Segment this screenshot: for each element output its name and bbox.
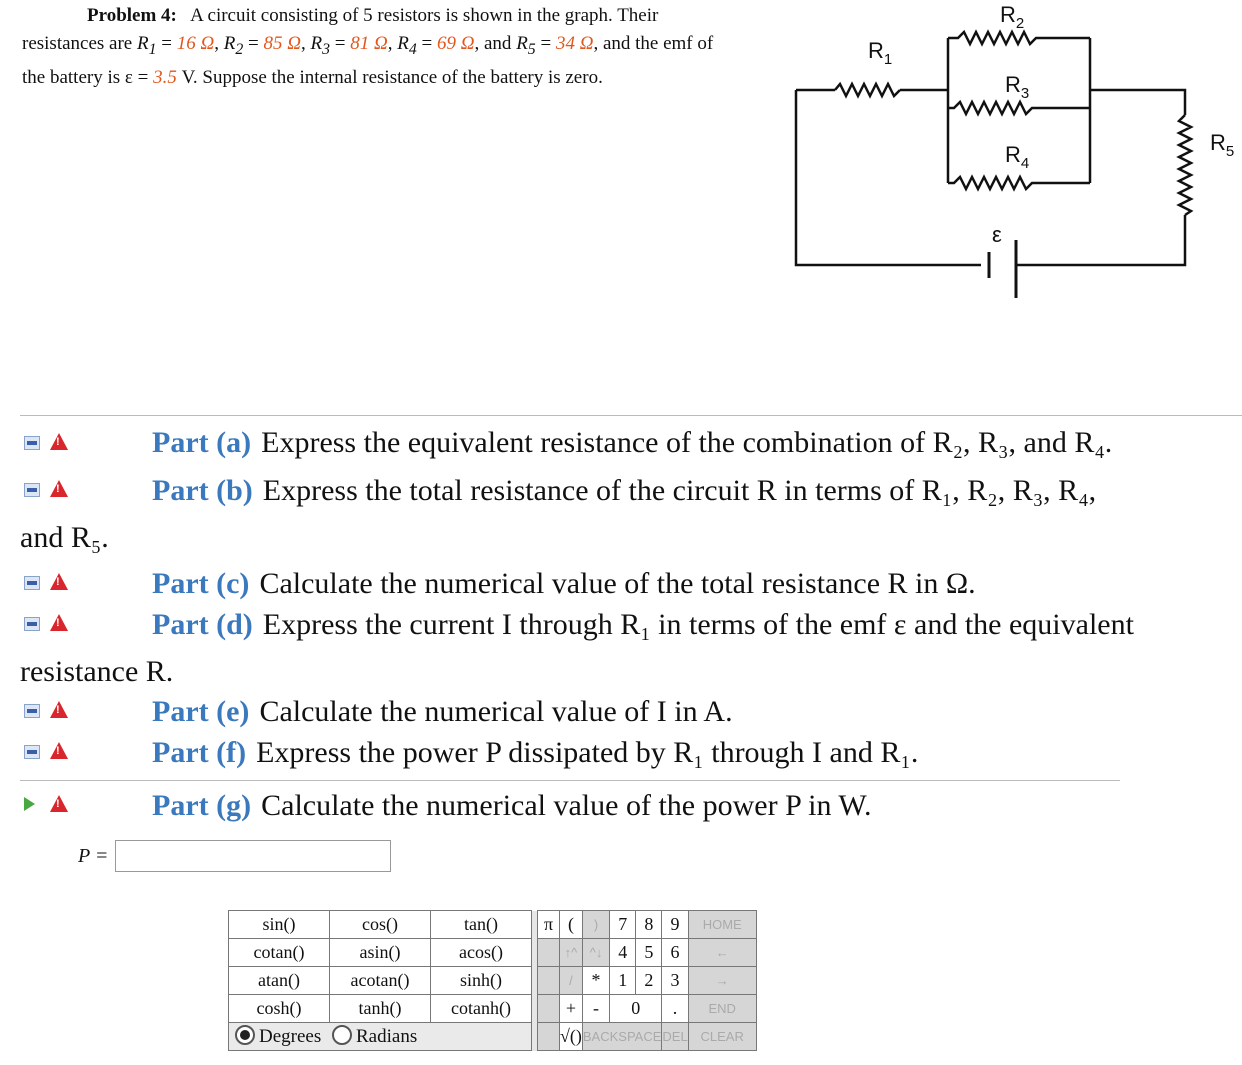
- key-cursor-left: ←: [688, 939, 756, 967]
- answer-input[interactable]: [115, 840, 391, 872]
- radians-label: Radians: [356, 1026, 418, 1047]
- minimize-icon[interactable]: [24, 483, 40, 497]
- part-f-status[interactable]: [24, 742, 74, 764]
- part-g-status[interactable]: [24, 795, 74, 817]
- wire-bottom-right: [1017, 215, 1185, 265]
- r1-value: 16 Ω: [176, 33, 215, 54]
- wire-left: [796, 90, 981, 265]
- key-9[interactable]: 9: [662, 911, 688, 939]
- key-up: ↑^: [560, 939, 583, 967]
- part-label: Part (c): [152, 567, 250, 600]
- key-atan[interactable]: atan(): [229, 967, 330, 995]
- key-del: DEL: [662, 1023, 688, 1051]
- r4-label: $R_4$: [1005, 142, 1030, 172]
- key-minus[interactable]: -: [582, 995, 609, 1023]
- calculator-keypad: [228, 910, 757, 1051]
- r2-label: $R_2$: [1000, 2, 1025, 32]
- answer-label: P =: [78, 845, 109, 867]
- part-e[interactable]: [152, 694, 733, 730]
- key-right-paren: ): [582, 911, 609, 939]
- part-text: Express the equivalent resistance of the combination of R₂, R₃, and R₄.: [261, 426, 1113, 459]
- minimize-icon[interactable]: [24, 704, 40, 718]
- key-5[interactable]: 5: [636, 939, 662, 967]
- key-dot[interactable]: .: [662, 995, 688, 1023]
- warning-icon: [50, 701, 68, 718]
- warning-icon: [50, 795, 68, 812]
- key-divide: /: [560, 967, 583, 995]
- part-label: Part (d): [152, 608, 253, 641]
- section-divider: [20, 415, 1242, 416]
- part-label: Part (f): [152, 736, 247, 769]
- minimize-icon[interactable]: [24, 576, 40, 590]
- emf-symbol: ε: [992, 222, 1002, 247]
- warning-icon: [50, 480, 68, 497]
- key-4[interactable]: 4: [610, 939, 636, 967]
- problem-tail: Suppose the internal resistance of the battery is zero.: [202, 66, 603, 88]
- part-c-status[interactable]: [24, 573, 74, 595]
- r5-value: 34 Ω: [555, 33, 594, 54]
- part-a-status[interactable]: [24, 433, 74, 455]
- wire-top-right: [1090, 90, 1185, 115]
- part-e-status[interactable]: [24, 701, 74, 723]
- resistor-r5: [1179, 115, 1191, 215]
- part-text: Calculate the numerical value of the total resistance R in Ω.: [259, 567, 976, 600]
- key-cursor-right: →: [688, 967, 756, 995]
- part-a[interactable]: [152, 425, 1112, 461]
- part-label: Part (a): [152, 426, 252, 459]
- part-text: Calculate the numerical value of the power P in W.: [261, 789, 872, 822]
- emf-unit: V.: [181, 66, 198, 88]
- emf-value: 3.5: [153, 66, 177, 88]
- key-3[interactable]: 3: [662, 967, 688, 995]
- part-b-status[interactable]: [24, 480, 74, 502]
- part-b[interactable]: [152, 473, 1096, 509]
- warning-icon: [50, 573, 68, 590]
- key-backspace: BACKSPACE: [582, 1023, 662, 1051]
- key-clear: CLEAR: [688, 1023, 756, 1051]
- problem-intro: A circuit consisting of 5 resistors is shown in the graph. Their: [190, 5, 659, 26]
- key-0[interactable]: 0: [610, 995, 662, 1023]
- key-8[interactable]: 8: [636, 911, 662, 939]
- key-cotanh[interactable]: cotanh(): [431, 995, 532, 1023]
- resistor-r2: [948, 32, 1090, 44]
- minimize-icon[interactable]: [24, 617, 40, 631]
- problem-label: Problem 4:: [87, 5, 177, 26]
- key-sinh[interactable]: sinh(): [431, 967, 532, 995]
- key-down: ^↓: [582, 939, 609, 967]
- key-7[interactable]: 7: [610, 911, 636, 939]
- battery-text: the battery is ε =: [22, 66, 149, 88]
- minimize-icon[interactable]: [24, 436, 40, 450]
- key-pi[interactable]: π: [538, 911, 560, 939]
- part-d-continued: resistance R.: [20, 655, 174, 688]
- part-c[interactable]: [152, 566, 976, 602]
- warning-icon: [50, 742, 68, 759]
- key-2[interactable]: 2: [636, 967, 662, 995]
- resist-prefix: resistances are: [22, 33, 133, 54]
- key-tanh[interactable]: tanh(): [330, 995, 431, 1023]
- key-acotan[interactable]: acotan(): [330, 967, 431, 995]
- circuit-diagram: [780, 0, 1242, 310]
- key-home: HOME: [688, 911, 756, 939]
- part-text: Express the total resistance of the circuit R in terms of R₁, R₂, R₃, R₄,: [262, 474, 1097, 507]
- part-d[interactable]: [152, 607, 1134, 643]
- part-f[interactable]: [152, 735, 918, 771]
- key-plus[interactable]: +: [560, 995, 583, 1023]
- minimize-icon[interactable]: [24, 745, 40, 759]
- degrees-radio[interactable]: [235, 1025, 255, 1045]
- key-sin[interactable]: sin(): [229, 911, 330, 939]
- key-cosh[interactable]: cosh(): [229, 995, 330, 1023]
- r3-label: $R_3$: [1005, 72, 1030, 102]
- part-label: Part (g): [152, 789, 252, 822]
- part-label: Part (b): [152, 474, 253, 507]
- key-cotan[interactable]: cotan(): [229, 939, 330, 967]
- problem-statement: Problem 4: A circuit consisting of 5 resistors is shown in the graph. Their resistances are $R_1 = 16$ Ω, $R_2 = 85$ Ω, $R_3 = 81$ Ω, $R_4 = 69$ Ω, and $R_5 = 34$ Ω, and the emf of the battery is ε = 3.5 V. Suppose the internal resistance of the battery is zero.: [22, 5, 714, 88]
- key-1[interactable]: 1: [610, 967, 636, 995]
- warning-icon: [50, 433, 68, 450]
- key-multiply[interactable]: *: [582, 967, 609, 995]
- part-text: Calculate the numerical value of I in A.: [259, 695, 733, 728]
- radians-radio[interactable]: [332, 1025, 352, 1045]
- key-cos[interactable]: cos(): [330, 911, 431, 939]
- resistor-r3: [948, 102, 1090, 114]
- degrees-label: Degrees: [259, 1026, 322, 1047]
- angle-mode: [229, 1023, 532, 1051]
- r4-value: 69 Ω: [437, 33, 475, 54]
- part-b-continued: and R₅.: [20, 521, 109, 554]
- key-sqrt[interactable]: √(): [560, 1023, 583, 1051]
- part-g[interactable]: [152, 788, 872, 824]
- r5-label: $R_5$: [1210, 130, 1235, 160]
- resistor-r1: [835, 84, 900, 96]
- key-asin[interactable]: asin(): [330, 939, 431, 967]
- r1-label: $R_1$: [868, 38, 893, 68]
- resistor-r4: [948, 177, 1090, 189]
- key-6[interactable]: 6: [662, 939, 688, 967]
- key-end: END: [688, 995, 756, 1023]
- r3-value: 81 Ω: [350, 33, 388, 54]
- key-acos[interactable]: acos(): [431, 939, 532, 967]
- active-part-divider: [20, 780, 1120, 781]
- expand-arrow-icon[interactable]: [24, 797, 35, 811]
- key-tan[interactable]: tan(): [431, 911, 532, 939]
- key-left-paren[interactable]: (: [560, 911, 583, 939]
- emf-text: and the emf of: [602, 33, 714, 54]
- part-label: Part (e): [152, 695, 250, 728]
- warning-icon: [50, 614, 68, 631]
- part-text: Express the power P dissipated by R₁ through I and R₁.: [256, 736, 919, 769]
- r2-value: 85 Ω: [263, 33, 301, 54]
- part-text: Express the current I through R₁ in terms of the emf ε and the equivalent: [262, 608, 1134, 641]
- part-d-status[interactable]: [24, 614, 74, 636]
